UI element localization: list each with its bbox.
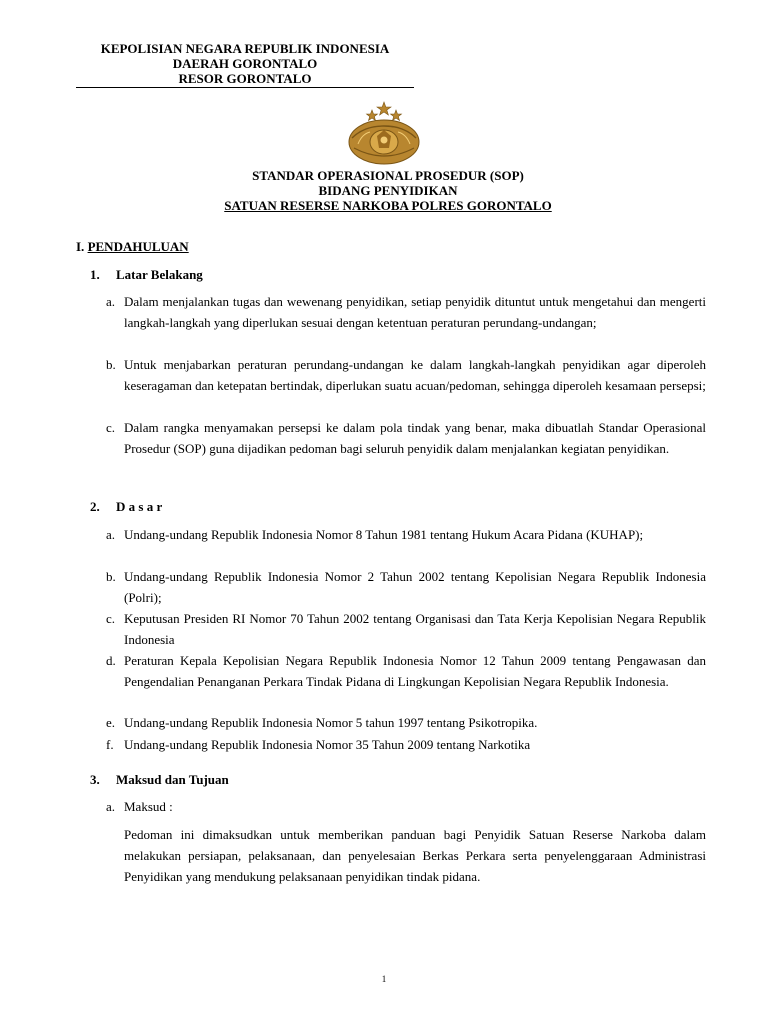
section-heading xyxy=(76,236,189,257)
list-item: a. Dalam menjalankan tugas dan wewenang penyidikan, setiap penyidik dituntut untuk mengetahui dan mengerti langkah-langkah yang diperlukan sesuai dengan ketentuan peraturan perundang-undangan; xyxy=(106,294,706,330)
section-number: I. xyxy=(76,239,85,254)
list-item: c. Dalam rangka menyamakan persepsi ke dalam pola tindak yang benar, maka dibuatlah Standar Operasional Prosedur (SOP) guna dijadikan pedoman bagi seluruh penyidik dalam menjalankan kegiatan penyidikan. xyxy=(106,420,706,456)
purpose-paragraph: Pedoman ini dimaksudkan untuk memberikan panduan bagi Penyidik Satuan Reserse Narkoba dalam melakukan persiapan, pelaksanaan, dan penyelesaian Berkas Perkara serta penyelenggaraan Administrasi Penyidikan yang mendukung pelaksanaan penyidikan tindak pidana. xyxy=(124,827,706,884)
list-item: a. Maksud : xyxy=(106,799,173,814)
list-item: a. Undang-undang Republik Indonesia Nomor 8 Tahun 1981 tentang Hukum Acara Pidana (KUHAP); xyxy=(106,527,644,542)
title-line-3: SATUAN RESERSE NARKOBA POLRES GORONTALO xyxy=(224,198,552,213)
list-item: c. Keputusan Presiden RI Nomor 70 Tahun 2002 tentang Organisasi dan Tata Kerja Kepolisian Negara Republik Indonesia xyxy=(106,611,706,647)
header-line-3: RESOR GORONTALO xyxy=(178,71,312,86)
title-line-2: BIDANG PENYIDIKAN xyxy=(318,183,458,198)
list-item: b. Undang-undang Republik Indonesia Nomor 2 Tahun 2002 tentang Kepolisian Negara Republik Indonesia (Polri); xyxy=(106,569,706,605)
list-item: d. Peraturan Kepala Kepolisian Negara Republik Indonesia Nomor 12 Tahun 2009 tentang Pengawasan dan Pengendalian Penanganan Perkara Tindak Pidana di Lingkungan Kepolisian Negara Republik Indonesia. xyxy=(106,653,706,689)
title-line-1: STANDAR OPERASIONAL PROSEDUR (SOP) xyxy=(252,168,524,183)
subsection-heading-3: 3. Maksud dan Tujuan xyxy=(90,772,229,787)
page-number: 1 xyxy=(381,974,387,984)
list-item: f. Undang-undang Republik Indonesia Nomor 35 Tahun 2009 tentang Narkotika xyxy=(106,737,531,752)
document-title xyxy=(190,168,586,213)
list-item: b. Untuk menjabarkan peraturan perundang-undangan ke dalam langkah-langkah penyidikan agar diperoleh keseragaman dan ketepatan bertindak, diperlukan suatu acuan/pedoman, sehingga diperoleh kesamaan persepsi; xyxy=(106,357,706,393)
polri-emblem-icon xyxy=(344,100,424,168)
institution-header xyxy=(76,41,414,88)
list-item: e. Undang-undang Republik Indonesia Nomor 5 tahun 1997 tentang Psikotropika. xyxy=(106,715,538,730)
header-line-1: KEPOLISIAN NEGARA REPUBLIK INDONESIA xyxy=(100,41,390,56)
header-rule xyxy=(76,87,414,88)
subsection-heading-2: 2. D a s a r xyxy=(90,499,163,514)
subsection-heading-1: 1. Latar Belakang xyxy=(90,267,203,282)
header-line-2: DAERAH GORONTALO xyxy=(172,56,318,71)
section-title: PENDAHULUAN xyxy=(87,239,189,254)
